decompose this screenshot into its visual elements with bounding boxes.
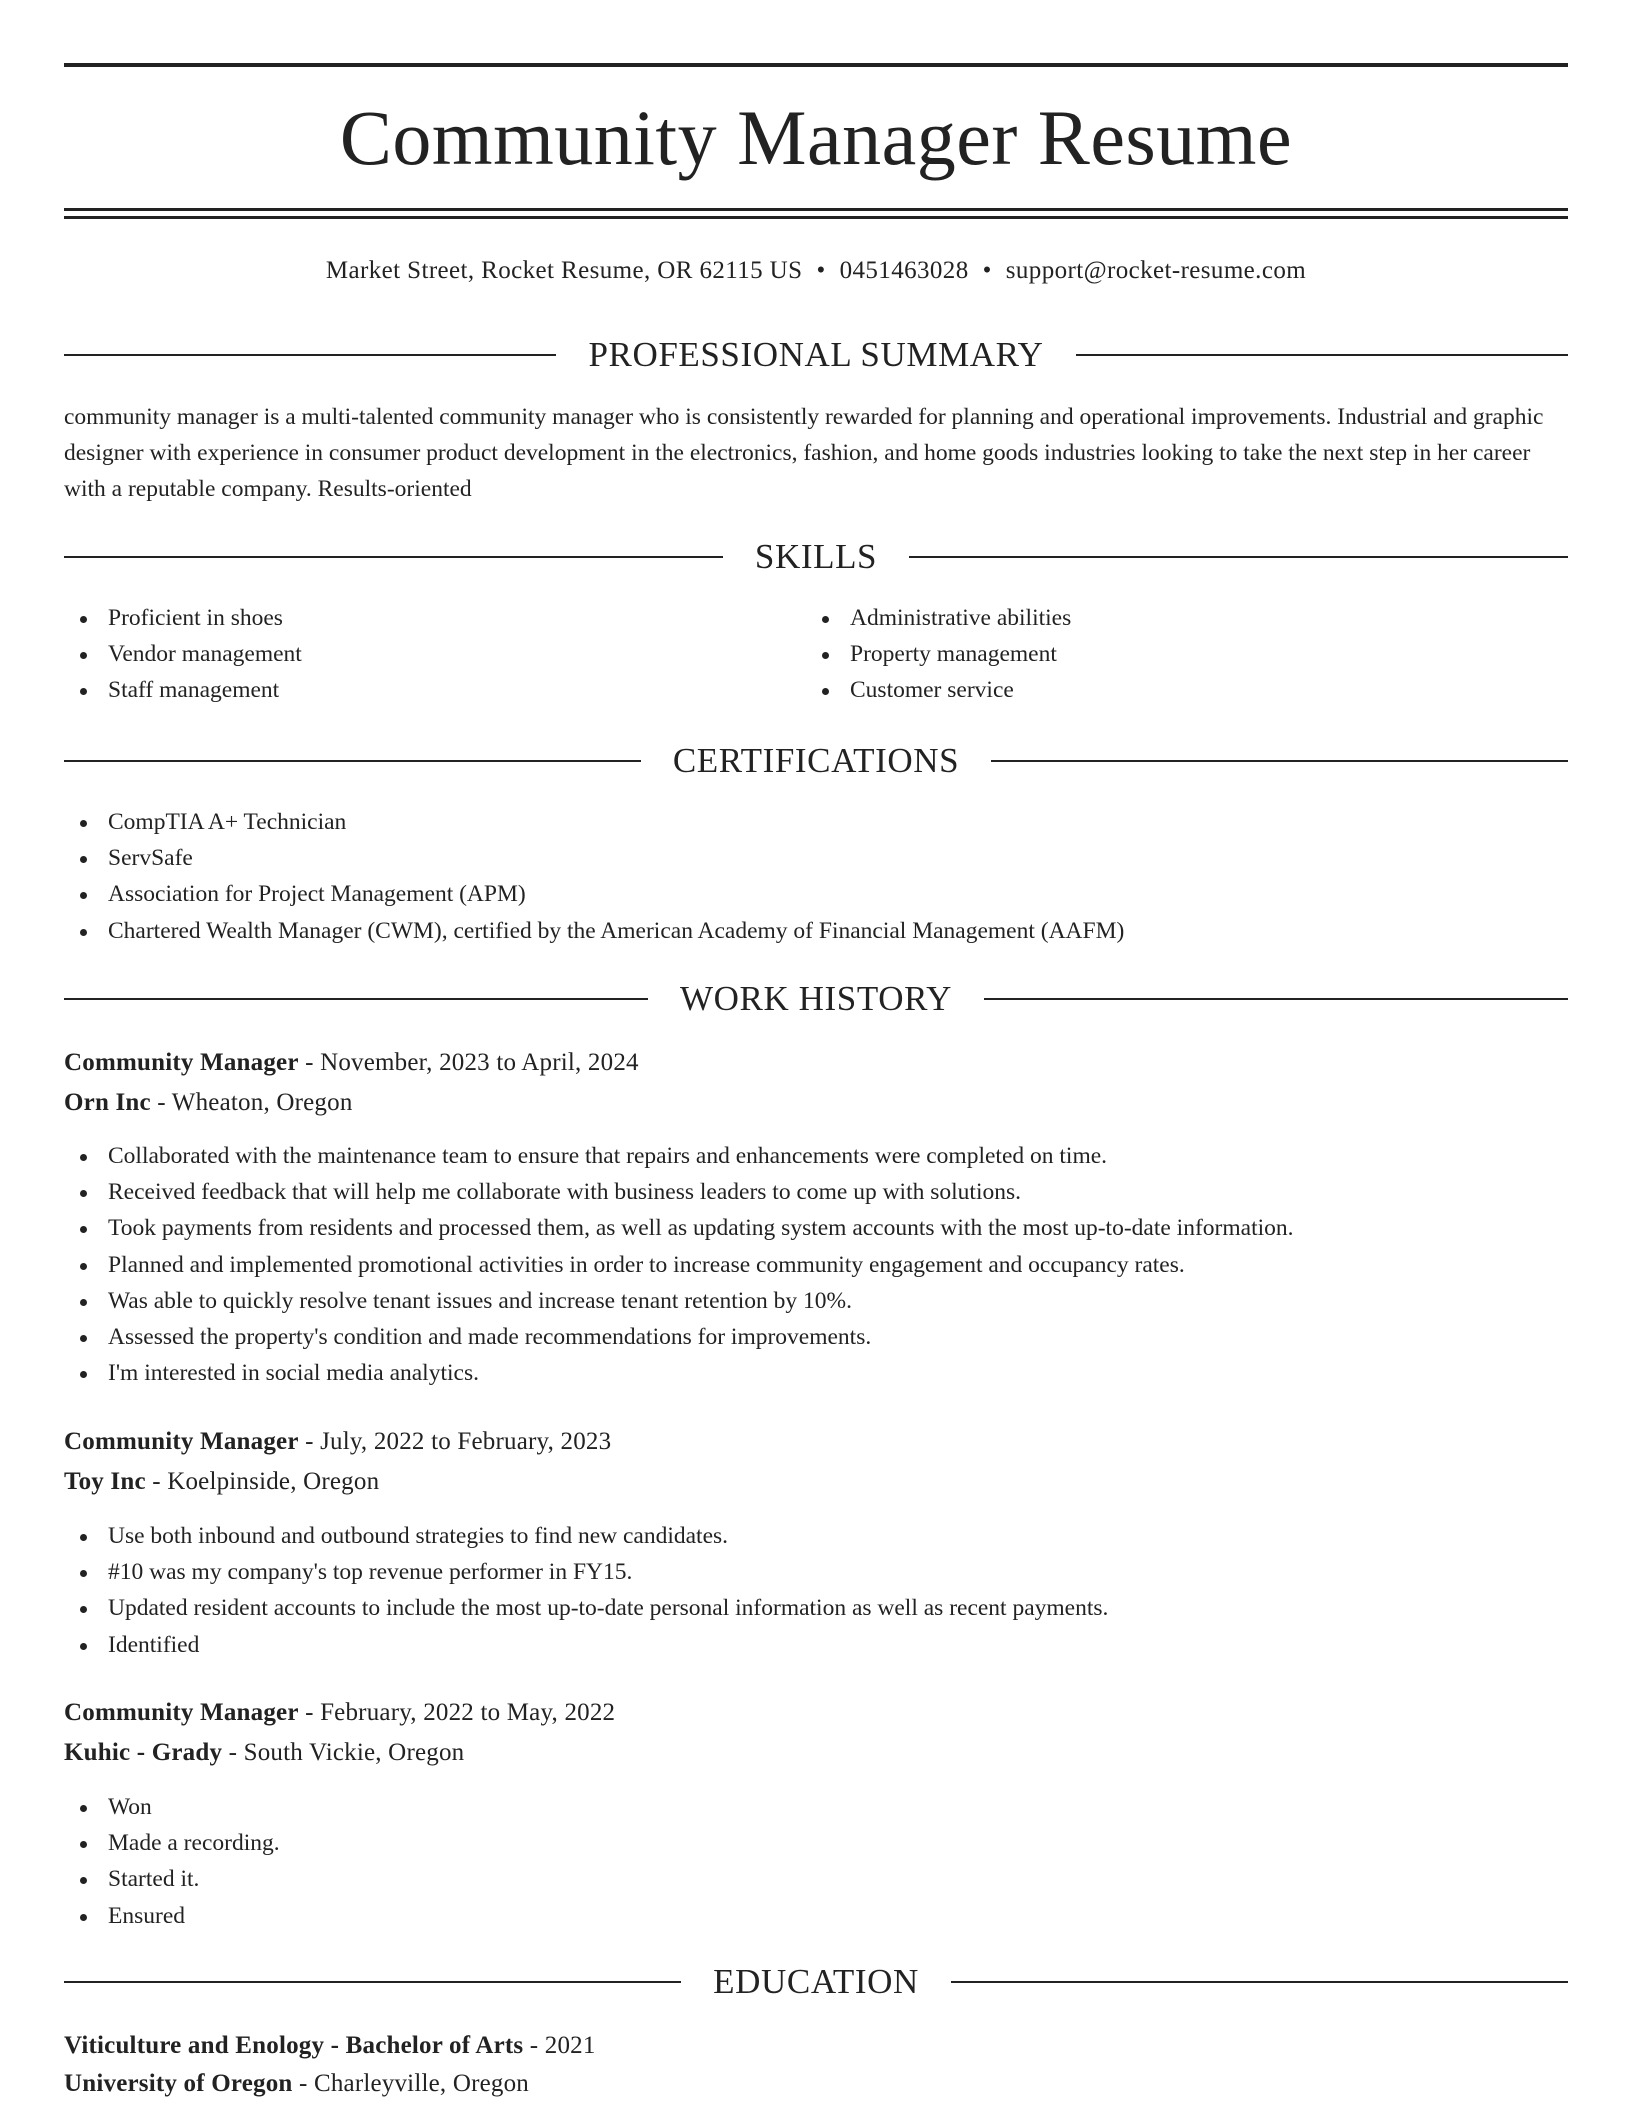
section-heading-education [64, 1962, 1568, 2002]
job-bullet: I'm interested in social media analytics. [64, 1355, 1568, 1391]
skills-column-left [64, 600, 804, 709]
heading-rule-right [1076, 354, 1568, 356]
job-title-line [64, 1422, 1568, 1462]
contact-separator: • [982, 257, 992, 284]
job-bullet: Made a recording. [64, 1825, 1568, 1861]
header-double-rule-upper [64, 208, 1568, 211]
heading-rule-left [64, 354, 556, 356]
education-location: - Charleyville, Oregon [298, 2070, 529, 2097]
job-bullets [64, 1138, 1568, 1391]
section-title: WORK HISTORY [680, 979, 952, 1018]
certification-item: CompTIA A+ Technician [64, 804, 1568, 840]
job-bullet: #10 was my company's top revenue performer in FY15. [64, 1554, 1568, 1590]
job-bullet: Use both inbound and outbound strategies to find new candidates. [64, 1518, 1568, 1554]
job-bullets [64, 1518, 1568, 1663]
contact-separator: • [816, 257, 826, 284]
job-location: - Koelpinside, Oregon [152, 1468, 380, 1495]
heading-rule-right [951, 1981, 1568, 1983]
section-title: SKILLS [754, 537, 878, 576]
page-title: Community Manager Resume [339, 94, 1293, 181]
education-school-line [64, 2064, 1568, 2104]
job-title: Community Manager [64, 1428, 299, 1455]
heading-rule-right [909, 556, 1568, 558]
certification-item: Association for Project Management (APM) [64, 876, 1568, 912]
job-bullet: Updated resident accounts to include the most up-to-date personal information as well as recent payments. [64, 1590, 1568, 1626]
skill-item: Customer service [806, 672, 1546, 708]
job-bullet: Was able to quickly resolve tenant issues and increase tenant retention by 10%. [64, 1283, 1568, 1319]
skill-item: Property management [806, 636, 1546, 672]
certification-item: Chartered Wealth Manager (CWM), certified by the American Academy of Financial Management (AAFM) [64, 913, 1568, 949]
job-company: Kuhic - Grady [64, 1739, 223, 1766]
job-title-line [64, 1693, 1568, 1733]
section-title: PROFESSIONAL SUMMARY [588, 335, 1044, 374]
job-bullets [64, 1789, 1568, 1934]
section-heading-work-history [64, 979, 1568, 1019]
education-school: University of Oregon [64, 2070, 293, 2097]
job-bullet: Collaborated with the maintenance team to ensure that repairs and enhancements were completed on time. [64, 1138, 1568, 1174]
section-heading-skills [64, 537, 1568, 577]
job-dates: - February, 2022 to May, 2022 [305, 1699, 616, 1726]
skill-item: Staff management [64, 672, 804, 708]
job-location: - South Vickie, Oregon [228, 1739, 465, 1766]
section-title: CERTIFICATIONS [672, 741, 960, 780]
job-bullet: Assessed the property's condition and made recommendations for improvements. [64, 1319, 1568, 1355]
contact-address: Market Street, Rocket Resume, OR 62115 US [325, 257, 803, 284]
summary-paragraph: community manager is a multi-talented community manager who is consistently rewarded for planning and operational improvements. Industrial and graphic designer with experience in consumer product development in the electronics, fashion, and home goods industries looking to take the next step in her career with a reputable company. Results-oriented [64, 404, 1544, 502]
heading-rule-left [64, 1981, 681, 1983]
education-degree-line [64, 2026, 1568, 2066]
job-company: Orn Inc [64, 1089, 151, 1116]
job-bullet: Won [64, 1789, 1568, 1825]
contact-line [64, 254, 1568, 288]
heading-rule-left [64, 998, 648, 1000]
skill-item: Proficient in shoes [64, 600, 804, 636]
job-title-line [64, 1043, 1568, 1083]
skill-item: Administrative abilities [806, 600, 1546, 636]
job-title: Community Manager [64, 1049, 299, 1076]
education-year: - 2021 [529, 2032, 596, 2059]
job-dates: - November, 2023 to April, 2024 [305, 1049, 639, 1076]
job-dates: - July, 2022 to February, 2023 [305, 1428, 612, 1455]
header-top-rule [64, 63, 1568, 67]
job-bullet: Started it. [64, 1861, 1568, 1897]
job-bullet: Took payments from residents and processed them, as well as updating system accounts with the most up-to-date information. [64, 1210, 1568, 1246]
heading-rule-left [64, 760, 641, 762]
job-bullet: Planned and implemented promotional activities in order to increase community engagement and occupancy rates. [64, 1247, 1568, 1283]
heading-rule-right [984, 998, 1568, 1000]
section-heading-certifications [64, 741, 1568, 781]
job-company-line [64, 1462, 1568, 1502]
job-bullet: Identified [64, 1627, 1568, 1663]
heading-rule-left [64, 556, 723, 558]
education-degree: Viticulture and Enology - Bachelor of Arts [64, 2032, 524, 2059]
contact-email: support@rocket-resume.com [1005, 257, 1307, 284]
job-bullet: Ensured [64, 1898, 1568, 1934]
contact-phone: 0451463028 [839, 257, 969, 284]
job-company-line [64, 1083, 1568, 1123]
section-title: EDUCATION [713, 1962, 919, 2001]
job-location: - Wheaton, Oregon [157, 1089, 353, 1116]
job-company-line [64, 1733, 1568, 1773]
job-bullet: Received feedback that will help me collaborate with business leaders to come up with solutions. [64, 1174, 1568, 1210]
job-company: Toy Inc [64, 1468, 146, 1495]
section-heading-summary [64, 335, 1568, 375]
certifications-list [64, 804, 1568, 949]
skills-column-right [806, 600, 1546, 709]
certification-item: ServSafe [64, 840, 1568, 876]
job-title: Community Manager [64, 1699, 299, 1726]
header-double-rule-lower [64, 216, 1568, 219]
heading-rule-right [991, 760, 1568, 762]
skill-item: Vendor management [64, 636, 804, 672]
